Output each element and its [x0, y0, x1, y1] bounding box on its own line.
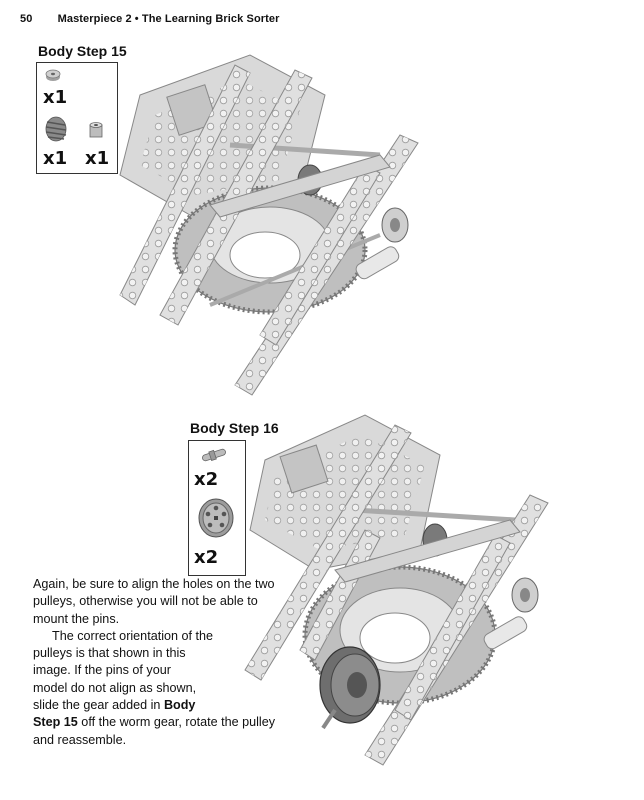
step-16-part-2-qty: x2 — [194, 547, 219, 568]
bushing-icon — [44, 68, 62, 82]
step-15-part-1-qty: x1 — [43, 87, 68, 108]
pulley-wheel-icon — [197, 497, 235, 539]
running-title: Masterpiece 2 • The Learning Brick Sorter — [57, 13, 280, 25]
step-16-model-illustration — [245, 410, 555, 770]
step-reference-2: Step 15 — [33, 715, 78, 730]
worm-gear-icon — [43, 115, 69, 143]
step-15-title: Body Step 15 — [38, 43, 127, 59]
step-15-part-3-qty: x1 — [85, 148, 110, 169]
step-15-part-2-qty: x1 — [43, 148, 68, 169]
instruction-paragraph-1: Again, be sure to align the holes on the two pulleys, otherwise you will not be able to mount the pins. — [33, 577, 275, 626]
step-16-title: Body Step 16 — [190, 420, 279, 436]
instruction-paragraph-2: The correct orientation of the pulleys is that shown in this image. If the pins of your model do not align as shown, slide the gear added in Body Step 15 off the worm gear, rotate the pulley and reassemble. — [33, 628, 275, 747]
instruction-text — [33, 576, 283, 749]
step-16-parts-box — [188, 440, 246, 576]
step-15-model-illustration — [100, 55, 430, 400]
step-reference: Body — [163, 698, 196, 713]
connector-pin-icon — [199, 447, 229, 463]
running-header — [20, 13, 280, 25]
step-16-part-1-qty: x2 — [194, 469, 219, 490]
page-number: 50 — [20, 13, 33, 25]
